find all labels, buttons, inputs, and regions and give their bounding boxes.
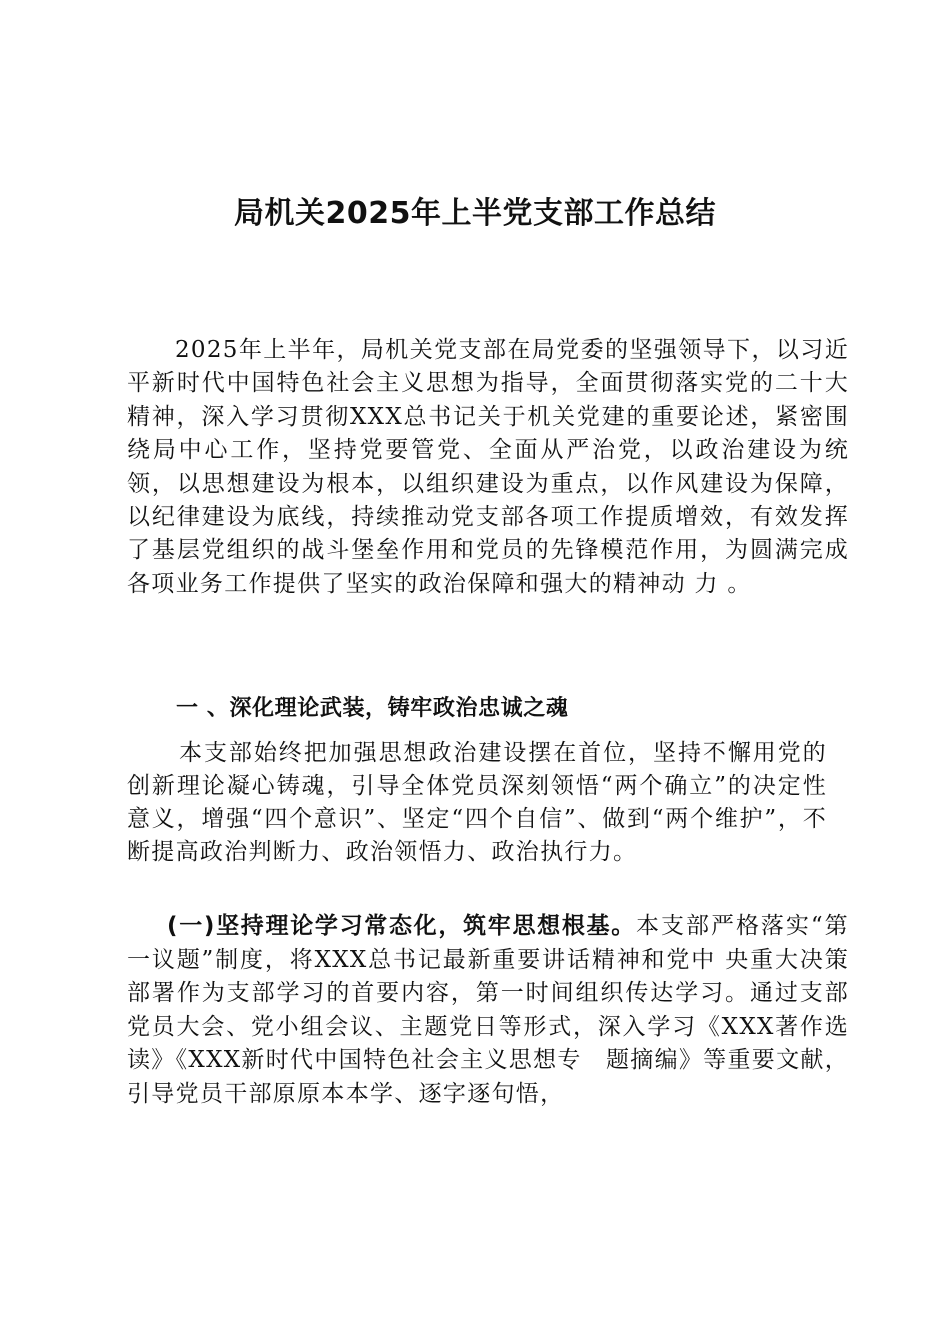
intro-paragraph: 2025年上半年，局机关党支部在局党委的坚强领导下，以习近平新时代中国特色社会主义思想为指导，全面贯彻落实党的二十大精神，深入学习贯彻XXX总书记关于机关党建的重要论述，紧密围绕局中心工作，坚持党要管党、全面从严治党，以政治建设为统领，以思想建设为根本，以组织建设为重点，以作风建设为保障，以纪律建设为底线，持续推动党支部各项工作提质增效，有效发挥了基层党组织的战斗堡垒作用和党员的先锋模范作用，为圆满完成各项业务工作提供了坚实的政治保障和强大的精神动 力 。 xyxy=(127,337,849,597)
section-1-paragraph: 本支部始终把加强思想政治建设摆在首位，坚持不懈用党的创新理论凝心铸魂，引导全体党员深刻领悟“两个确立”的决定性意义，增强“四个意识”、坚定“四个自信”、做到“两个维护”，不断提高政治判断力、政治领悟力、政治执行力。 xyxy=(127,740,827,865)
subsection-1-body: 本支部严格落实“第一议题”制度，将XXX总书记最新重要讲话精神和党中 央重大决策部署作为支部学习的首要内容，第一时间组织传达学习。通过支部党员大会、党小组会议、主题党日等形式，深入学习《XXX著作选读》《XXX新时代中国特色社会主义思想专 题摘编》等重要文献，引导党员干部原原本本学、逐字逐句悟， xyxy=(127,913,849,1107)
section-heading-1: 一 、深化理论武装，铸牢政治忠诚之魂 xyxy=(176,696,569,721)
subsection-1-lead: (一)坚持理论学习常态化，筑牢思想根基。 xyxy=(167,913,636,939)
subsection-1-paragraph xyxy=(127,910,849,1111)
document-title: 局机关2025年上半党支部工作总结 xyxy=(234,196,716,231)
